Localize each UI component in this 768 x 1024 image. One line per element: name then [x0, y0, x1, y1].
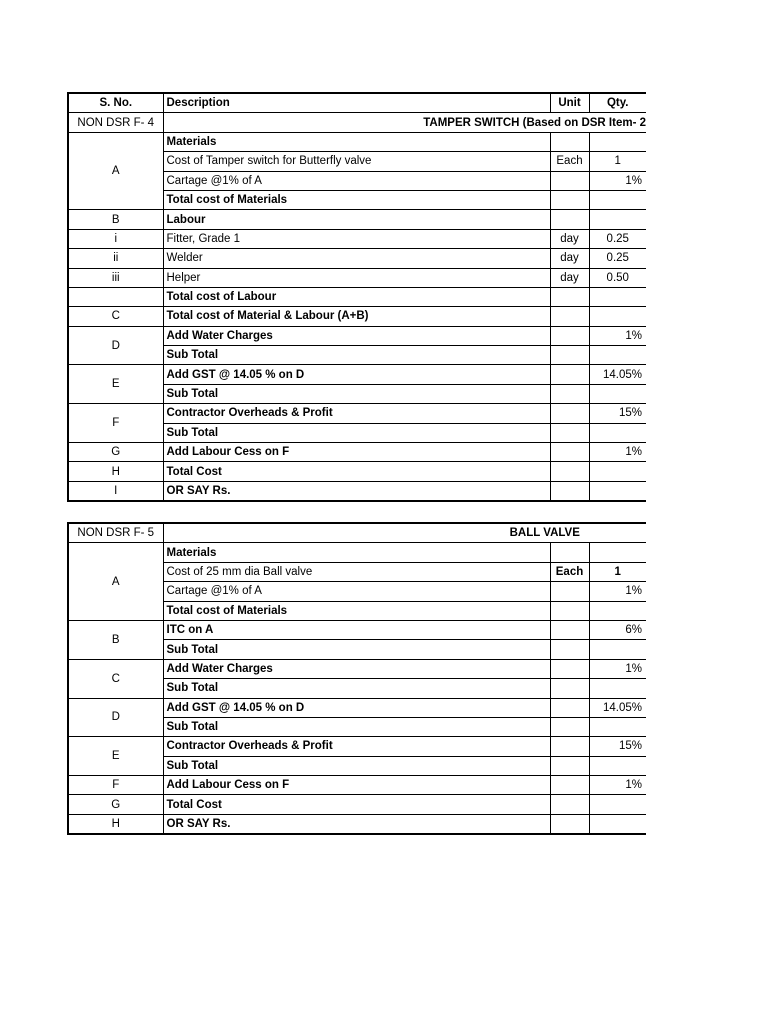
qty-cell[interactable]: 1%	[589, 171, 646, 190]
unit-cell[interactable]	[550, 481, 589, 501]
estimate-table-ball-valve	[67, 522, 646, 835]
description-cell[interactable]: Total cost of Materials	[163, 601, 550, 620]
header-row	[68, 93, 646, 113]
sno-cell[interactable]: C	[68, 659, 163, 698]
description-cell[interactable]: Sub Total	[163, 756, 550, 775]
description-cell[interactable]: Cost of 25 mm dia Ball valve	[163, 562, 550, 581]
unit-cell[interactable]: day	[550, 268, 589, 287]
unit-cell[interactable]	[550, 679, 589, 698]
description-cell[interactable]: Sub Total	[163, 423, 550, 442]
table-row	[68, 698, 646, 717]
description-cell[interactable]: Cartage @1% of A	[163, 171, 550, 190]
qty-cell[interactable]: 0.25	[589, 249, 646, 268]
unit-cell[interactable]	[550, 795, 589, 814]
header-unit[interactable]: Unit	[550, 93, 589, 113]
qty-cell[interactable]	[589, 190, 646, 209]
unit-cell[interactable]: Each	[550, 562, 589, 581]
qty-cell[interactable]: 1	[589, 152, 646, 171]
unit-cell[interactable]	[550, 620, 589, 639]
description-cell[interactable]: Add Labour Cess on F	[163, 776, 550, 795]
table-row	[68, 814, 646, 834]
unit-cell[interactable]	[550, 698, 589, 717]
description-cell[interactable]: Contractor Overheads & Profit	[163, 404, 550, 423]
table-row	[68, 210, 646, 229]
description-cell[interactable]: Contractor Overheads & Profit	[163, 737, 550, 756]
description-cell[interactable]: Labour	[163, 210, 550, 229]
sno-cell[interactable]: i	[68, 229, 163, 248]
description-cell[interactable]: Cartage @1% of A	[163, 582, 550, 601]
table-row	[68, 462, 646, 481]
table-row	[68, 229, 646, 248]
table-row	[68, 481, 646, 501]
table-row	[68, 326, 646, 345]
sno-cell[interactable]: B	[68, 210, 163, 229]
table-row	[68, 737, 646, 756]
description-cell[interactable]: Sub Total	[163, 679, 550, 698]
description-cell[interactable]: Sub Total	[163, 384, 550, 403]
qty-cell[interactable]: 1%	[589, 582, 646, 601]
qty-cell[interactable]	[589, 132, 646, 151]
description-cell[interactable]: Total Cost	[163, 462, 550, 481]
unit-cell[interactable]: day	[550, 249, 589, 268]
unit-cell[interactable]	[550, 287, 589, 306]
sno-cell[interactable]: H	[68, 462, 163, 481]
qty-cell[interactable]: 1%	[589, 776, 646, 795]
sno-cell[interactable]: E	[68, 737, 163, 776]
item-title-row	[68, 523, 646, 543]
qty-cell[interactable]	[589, 384, 646, 403]
sno-cell[interactable]: H	[68, 814, 163, 834]
qty-cell[interactable]: 6%	[589, 620, 646, 639]
table-row	[68, 365, 646, 384]
estimate-table-tamper-switch	[67, 92, 646, 502]
qty-cell[interactable]: 1%	[589, 326, 646, 345]
qty-cell[interactable]	[589, 814, 646, 834]
description-cell[interactable]: Welder	[163, 249, 550, 268]
qty-cell[interactable]	[589, 462, 646, 481]
description-cell[interactable]: OR SAY Rs.	[163, 814, 550, 834]
description-cell[interactable]: Sub Total	[163, 640, 550, 659]
qty-cell[interactable]	[589, 679, 646, 698]
unit-cell[interactable]	[550, 737, 589, 756]
table-row	[68, 776, 646, 795]
unit-cell[interactable]	[550, 756, 589, 775]
sno-cell[interactable]: iii	[68, 268, 163, 287]
qty-cell[interactable]	[589, 346, 646, 365]
item-title[interactable]: TAMPER SWITCH (Based on DSR Item- 2	[163, 113, 646, 132]
unit-cell[interactable]: Each	[550, 152, 589, 171]
description-cell[interactable]: Sub Total	[163, 346, 550, 365]
qty-cell[interactable]: 14.05%	[589, 365, 646, 384]
qty-cell[interactable]	[589, 423, 646, 442]
unit-cell[interactable]	[550, 132, 589, 151]
unit-cell[interactable]	[550, 462, 589, 481]
description-cell[interactable]: Total cost of Materials	[163, 190, 550, 209]
table-row	[68, 543, 646, 562]
unit-cell[interactable]	[550, 659, 589, 678]
table-row	[68, 132, 646, 151]
qty-cell[interactable]: 15%	[589, 404, 646, 423]
qty-cell[interactable]	[589, 210, 646, 229]
unit-cell[interactable]	[550, 814, 589, 834]
description-cell[interactable]: Materials	[163, 543, 550, 562]
sno-cell[interactable]: G	[68, 795, 163, 814]
table-row	[68, 268, 646, 287]
unit-cell[interactable]	[550, 365, 589, 384]
unit-cell[interactable]	[550, 326, 589, 345]
unit-cell[interactable]	[550, 443, 589, 462]
item-code[interactable]: NON DSR F- 4	[68, 113, 163, 132]
description-cell[interactable]: Add GST @ 14.05 % on D	[163, 365, 550, 384]
table-row	[68, 249, 646, 268]
unit-cell[interactable]	[550, 307, 589, 326]
item-title-row	[68, 113, 646, 132]
unit-cell[interactable]	[550, 346, 589, 365]
description-cell[interactable]: Total Cost	[163, 795, 550, 814]
table-row	[68, 287, 646, 306]
description-cell[interactable]: Fitter, Grade 1	[163, 229, 550, 248]
table-row	[68, 404, 646, 423]
description-cell[interactable]: Helper	[163, 268, 550, 287]
qty-cell[interactable]: 1%	[589, 659, 646, 678]
sno-cell[interactable]: A	[68, 543, 163, 621]
table-row	[68, 443, 646, 462]
description-cell[interactable]: Add GST @ 14.05 % on D	[163, 698, 550, 717]
qty-cell[interactable]	[589, 307, 646, 326]
qty-cell[interactable]	[589, 601, 646, 620]
description-cell[interactable]: Sub Total	[163, 717, 550, 736]
sno-cell[interactable]: A	[68, 132, 163, 210]
sno-cell[interactable]	[68, 287, 163, 306]
qty-cell[interactable]	[589, 640, 646, 659]
table-row	[68, 659, 646, 678]
header-qty[interactable]: Qty.	[589, 93, 646, 113]
header-description[interactable]: Description	[163, 93, 550, 113]
qty-cell[interactable]: 15%	[589, 737, 646, 756]
sno-cell[interactable]: D	[68, 698, 163, 737]
description-cell[interactable]: OR SAY Rs.	[163, 481, 550, 501]
sno-cell[interactable]: D	[68, 326, 163, 365]
description-cell[interactable]: Add Water Charges	[163, 659, 550, 678]
unit-cell[interactable]	[550, 190, 589, 209]
unit-cell[interactable]	[550, 717, 589, 736]
sno-cell[interactable]: F	[68, 404, 163, 443]
description-cell[interactable]: Total cost of Material & Labour (A+B)	[163, 307, 550, 326]
qty-cell[interactable]	[589, 717, 646, 736]
unit-cell[interactable]: day	[550, 229, 589, 248]
item-title[interactable]: BALL VALVE	[163, 523, 646, 543]
description-cell[interactable]: Materials	[163, 132, 550, 151]
description-cell[interactable]: ITC on A	[163, 620, 550, 639]
unit-cell[interactable]	[550, 210, 589, 229]
sno-cell[interactable]: F	[68, 776, 163, 795]
unit-cell[interactable]	[550, 171, 589, 190]
qty-cell[interactable]: 14.05%	[589, 698, 646, 717]
table-row	[68, 795, 646, 814]
unit-cell[interactable]	[550, 543, 589, 562]
sno-cell[interactable]: I	[68, 481, 163, 501]
sno-cell[interactable]: B	[68, 620, 163, 659]
qty-cell[interactable]	[589, 287, 646, 306]
description-cell[interactable]: Cost of Tamper switch for Butterfly valve	[163, 152, 550, 171]
sno-cell[interactable]: E	[68, 365, 163, 404]
qty-cell[interactable]: 0.50	[589, 268, 646, 287]
qty-cell[interactable]: 1	[589, 562, 646, 581]
description-cell[interactable]: Total cost of Labour	[163, 287, 550, 306]
table-row	[68, 620, 646, 639]
qty-cell[interactable]	[589, 481, 646, 501]
table-row	[68, 307, 646, 326]
unit-cell[interactable]	[550, 404, 589, 423]
sno-cell[interactable]: G	[68, 443, 163, 462]
qty-cell[interactable]: 0.25	[589, 229, 646, 248]
header-sno[interactable]: S. No.	[68, 93, 163, 113]
description-cell[interactable]: Add Water Charges	[163, 326, 550, 345]
qty-cell[interactable]	[589, 795, 646, 814]
unit-cell[interactable]	[550, 776, 589, 795]
unit-cell[interactable]	[550, 384, 589, 403]
qty-cell[interactable]	[589, 756, 646, 775]
sno-cell[interactable]: C	[68, 307, 163, 326]
qty-cell[interactable]: 1%	[589, 443, 646, 462]
description-cell[interactable]: Add Labour Cess on F	[163, 443, 550, 462]
sno-cell[interactable]: ii	[68, 249, 163, 268]
unit-cell[interactable]	[550, 582, 589, 601]
item-code[interactable]: NON DSR F- 5	[68, 523, 163, 543]
unit-cell[interactable]	[550, 423, 589, 442]
unit-cell[interactable]	[550, 601, 589, 620]
qty-cell[interactable]	[589, 543, 646, 562]
unit-cell[interactable]	[550, 640, 589, 659]
